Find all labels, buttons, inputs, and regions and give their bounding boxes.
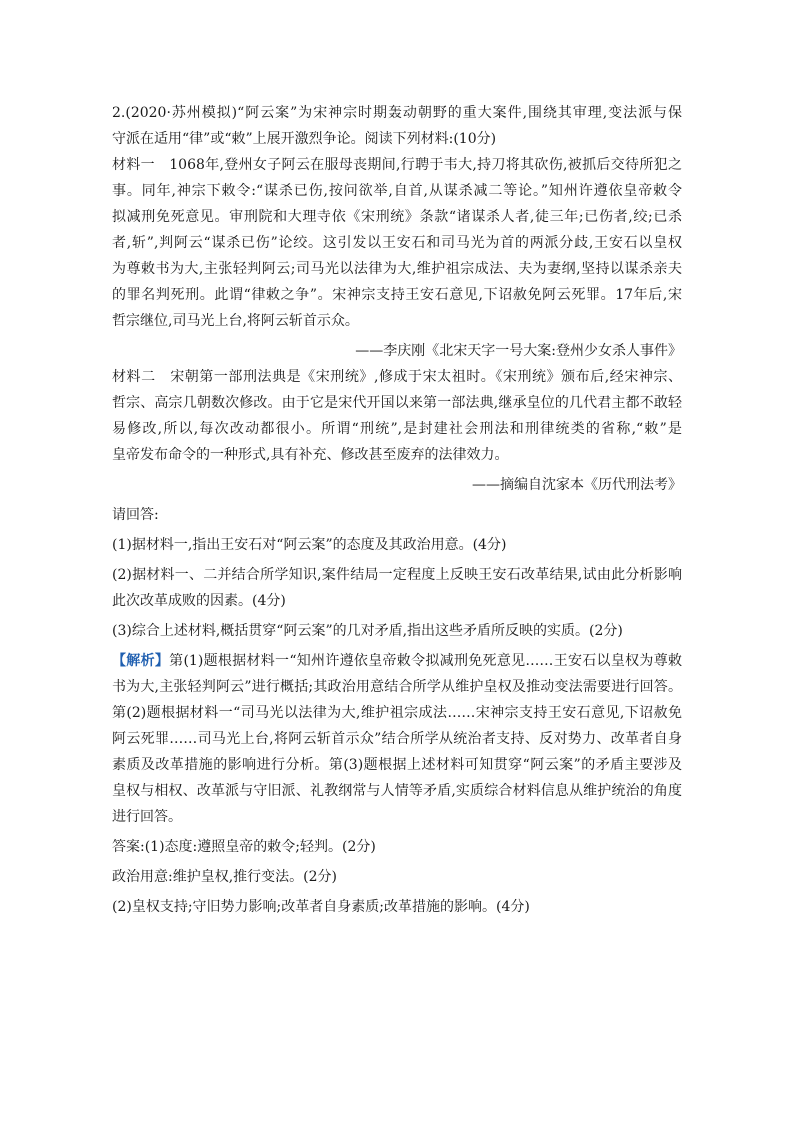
material-line: 哲宗继位,司马光上台,将阿云斩首示众。 (112, 313, 359, 329)
analysis-line: 第(2)题根据材料一“司马光以法律为大,维护祖宗成法……宋神宗支持王安石意见,下诏赦免 (112, 705, 682, 721)
answer-section (112, 834, 682, 920)
material-line: 为尊敕书为大,主张轻判阿云;司马光以法律为大,维护祖宗成法、夫为妻纲,坚持以谋杀亲夫 (112, 261, 682, 277)
analysis-line: 皇权与相权、改革派与守旧派、礼教纲常与人情等矛盾,实质综合材料信息从维护统治的角度 (112, 783, 682, 799)
analysis-section (112, 648, 682, 830)
analysis-tag: 【解析】 (112, 653, 170, 669)
analysis-line (112, 648, 682, 674)
material-line: 拟减刑免死意见。审刑院和大理寺依《宋刑统》条款“诸谋杀人者,徒三年;已伤者,绞;已杀 (112, 209, 682, 225)
material-line: 皇帝发布命令的一种形式,具有补充、修改甚至废弃的法律效力。 (112, 447, 509, 463)
material-two-source: ——摘编自沈家本《历代刑法考》 (472, 477, 682, 493)
analysis-text: 第(1)题根据材料一“知州许遵依皇帝敕令拟减刑免死意见……王安石以皇权为尊敕 (169, 653, 682, 669)
material-one-source: ——李庆刚《北宋天字一号大案:登州少女杀人事件》 (355, 343, 682, 359)
material-line: 材料一 1068年,登州女子阿云在服母丧期间,行聘于韦大,持刀将其砍伤,被抓后交待所犯之 (112, 157, 682, 173)
analysis-line: 素质及改革措施的影响进行分析。第(3)题根据上述材料可知贯穿“阿云案”的矛盾主要涉及 (112, 757, 682, 773)
material-line: 材料二 宋朝第一部刑法典是《宋刑统》,修成于宋太祖时。《宋刑统》颁布后,经宋神宗、 (112, 369, 682, 385)
question-line: 2.(2020·苏州模拟)“阿云案”为宋神宗时期轰动朝野的重大案件,围绕其审理,变法派与保 (112, 105, 682, 121)
material-line: 哲宗、高宗几朝数次修改。由于它是宋代开国以来第一部法典,继承皇位的几代君主都不敢轻 (112, 395, 682, 411)
answer-line: 答案:(1)态度:遵照皇帝的敕令;轻判。(2分) (112, 839, 376, 855)
analysis-line: 进行回答。 (112, 809, 182, 825)
material-line: 易修改,所以,每次改动都很小。所谓“刑统”,是封建社会刑法和刑律统类的省称,“敕”是 (112, 421, 682, 437)
material-one (112, 152, 682, 364)
answer-line: 政治用意:维护皇权,推行变法。(2分) (112, 869, 337, 885)
answer-line: (2)皇权支持;守旧势力影响;改革者自身素质;改革措施的影响。(4分) (112, 899, 530, 915)
subquestion-2-cont: 此次改革成败的因素。(4分) (112, 593, 286, 609)
subquestion-2: (2)据材料一、二并结合所学知识,案件结局一定程度上反映王安石改革结果,试由此分析影响 (112, 567, 682, 583)
material-two (112, 364, 682, 498)
analysis-line: 书为大,主张轻判阿云”进行概括;其政治用意结合所学从维护皇权及推动变法需要进行回答。 (112, 679, 682, 695)
subquestion-1: (1)据材料一,指出王安石对“阿云案”的态度及其政治用意。(4分) (112, 537, 507, 553)
document-page (112, 100, 682, 920)
analysis-line: 阿云死罪……司马光上台,将阿云斩首示众”结合所学从统治者支持、反对势力、改革者自身 (112, 731, 682, 747)
material-line: 的罪名判死刑。此谓“律敕之争”。宋神宗支持王安石意见,下诏赦免阿云死罪。17年后,宋 (112, 287, 682, 303)
answer-prompt: 请回答: (112, 507, 159, 523)
material-line: 者,斩”,判阿云“谋杀已伤”论绞。这引发以王安石和司马光为首的两派分歧,王安石以皇权 (112, 235, 682, 251)
question-stem (112, 100, 682, 152)
question-line: 守派在适用“律”或“敕”上展开激烈争论。阅读下列材料:(10分) (112, 131, 497, 147)
subquestions (112, 532, 682, 644)
material-line: 事。同年,神宗下敕令:“谋杀已伤,按问欲举,自首,从谋杀减二等论。”知州许遵依皇帝敕令 (112, 183, 682, 199)
subquestion-3: (3)综合上述材料,概括贯穿“阿云案”的几对矛盾,指出这些矛盾所反映的实质。(2分) (112, 623, 623, 639)
